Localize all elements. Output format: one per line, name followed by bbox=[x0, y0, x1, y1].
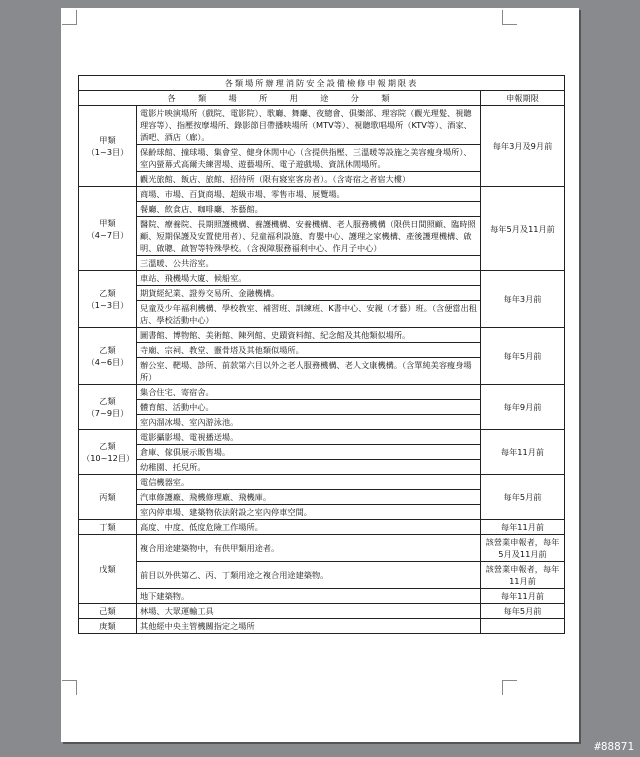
crop-mark-bottom-right bbox=[502, 680, 517, 695]
image-id-tag: #88871 bbox=[594, 740, 634, 753]
period-cell: 每年9月前 bbox=[481, 385, 565, 430]
usage-cell: 車站、飛機場大廈、候船室。 bbox=[137, 271, 481, 286]
usage-cell: 室內溜冰場、室內游泳池。 bbox=[137, 415, 481, 430]
period-cell: 每年11月前 bbox=[481, 430, 565, 475]
usage-cell: 地下建築物。 bbox=[137, 589, 481, 604]
period-cell bbox=[481, 619, 565, 634]
usage-cell: 商場、市場、百貨商場、超級市場、零售市場、展覽場。 bbox=[137, 187, 481, 202]
period-cell: 每年5月前 bbox=[481, 475, 565, 520]
table-row bbox=[79, 589, 565, 604]
usage-cell: 電信機器室。 bbox=[137, 475, 481, 490]
table-title: 各類場所辦理消防安全設備檢修申報期限表 bbox=[79, 76, 565, 91]
period-cell: 該營業申報者，每年11月前 bbox=[481, 562, 565, 589]
category-cell: 庚類 bbox=[79, 619, 137, 634]
usage-cell: 電影攝影場、電視播送場。 bbox=[137, 430, 481, 445]
table-header-row bbox=[79, 91, 565, 106]
table-row bbox=[79, 520, 565, 535]
usage-cell: 觀光旅館、飯店、旅館、招待所（限有寢室客房者）。（含寄宿之者宿大樓） bbox=[137, 172, 481, 187]
period-cell: 每年3月及9月前 bbox=[481, 106, 565, 187]
table-row bbox=[79, 271, 565, 286]
period-cell: 每年5月及11月前 bbox=[481, 187, 565, 271]
usage-cell: 林場、大眾運輸工具 bbox=[137, 604, 481, 619]
usage-cell: 幼稚園、托兒所。 bbox=[137, 460, 481, 475]
table-row bbox=[79, 430, 565, 445]
table-row bbox=[79, 619, 565, 634]
period-cell: 該營業申報者，每年5月及11月前 bbox=[481, 535, 565, 562]
crop-mark-top-right bbox=[502, 10, 517, 25]
usage-cell: 室內停車場、建築物依法附設之室內停車空間。 bbox=[137, 505, 481, 520]
category-cell: 丙類 bbox=[79, 475, 137, 520]
usage-cell: 前目以外供第乙、丙、丁類用途之複合用途建築物。 bbox=[137, 562, 481, 589]
usage-cell: 圖書館、博物館、美術館、陳列館、史蹟資料館、紀念館及其他類似場所。 bbox=[137, 328, 481, 343]
usage-cell: 集合住宅、寄宿舍。 bbox=[137, 385, 481, 400]
category-cell: 丁類 bbox=[79, 520, 137, 535]
usage-cell: 辦公室、靶場、診所、前款第六目以外之老人服務機構、老人文康機構。（含單純美容瘦身場所） bbox=[137, 358, 481, 385]
usage-cell: 餐廳、飲食店、咖啡廳、茶藝館。 bbox=[137, 202, 481, 217]
usage-cell: 醫院、療養院、長期照護機構、養護機構、安養機構、老人服務機構（限供日間照顧、臨時照顧、短期保護及安置使用者）、兒童福利設施、育嬰中心、護理之家機構、產後護理機構、啟明、啟聰、啟智等特殊學校。（含視障服務福利中心、作月子中心） bbox=[137, 217, 481, 256]
header-category: 各 類 場 所 用 途 分 類 bbox=[79, 91, 481, 106]
table-row bbox=[79, 475, 565, 490]
usage-cell: 複合用途建築物中，有供甲類用途者。 bbox=[137, 535, 481, 562]
category-cell: 乙類 （10~12目） bbox=[79, 430, 137, 475]
usage-cell: 寺廟、宗祠、教堂、靈骨塔及其他類似場所。 bbox=[137, 343, 481, 358]
usage-cell: 三溫暖、公共浴室。 bbox=[137, 256, 481, 271]
category-cell: 戊類 bbox=[79, 535, 137, 604]
table-row bbox=[79, 106, 565, 145]
header-period: 申報期限 bbox=[481, 91, 565, 106]
table-title-row bbox=[79, 76, 565, 91]
usage-cell: 倉庫、傢俱展示販售場。 bbox=[137, 445, 481, 460]
table-row bbox=[79, 328, 565, 343]
table-row bbox=[79, 562, 565, 589]
period-cell: 每年11月前 bbox=[481, 589, 565, 604]
category-cell: 乙類 （7~9目） bbox=[79, 385, 137, 430]
period-cell: 每年3月前 bbox=[481, 271, 565, 328]
category-cell: 甲類 （4~7目） bbox=[79, 187, 137, 271]
table-row bbox=[79, 385, 565, 400]
crop-mark-bottom-left bbox=[62, 680, 77, 695]
crop-mark-top-left bbox=[62, 10, 77, 25]
category-cell: 乙類 （4~6目） bbox=[79, 328, 137, 385]
table-row bbox=[79, 535, 565, 562]
usage-cell: 高度、中度、低度危險工作場所。 bbox=[137, 520, 481, 535]
category-cell: 乙類 （1~3目） bbox=[79, 271, 137, 328]
category-cell: 己類 bbox=[79, 604, 137, 619]
usage-cell: 汽車修護廠、飛機修理廠、飛機庫。 bbox=[137, 490, 481, 505]
usage-cell: 體育館、活動中心。 bbox=[137, 400, 481, 415]
inspection-period-table bbox=[78, 75, 565, 634]
period-cell: 每年5月前 bbox=[481, 328, 565, 385]
usage-cell: 保齡球館、撞球場、集會堂、健身休閒中心（含提供指壓、三溫暖等設施之美容瘦身場所）、室內螢幕式高爾夫練習場、遊藝場所、電子遊戲場、資訊休閒場所。 bbox=[137, 145, 481, 172]
table-row bbox=[79, 604, 565, 619]
period-cell: 每年11月前 bbox=[481, 520, 565, 535]
period-cell: 每年5月前 bbox=[481, 604, 565, 619]
usage-cell: 其他經中央主管機關指定之場所 bbox=[137, 619, 481, 634]
usage-cell: 期貨經紀業、證券交易所、金融機構。 bbox=[137, 286, 481, 301]
table-row bbox=[79, 187, 565, 202]
usage-cell: 兒童及少年福利機構、學校教室、補習班、訓練班、K書中心、安親（才藝）班。（含便當出租店、學校活動中心） bbox=[137, 301, 481, 328]
category-cell: 甲類 （1~3目） bbox=[79, 106, 137, 187]
usage-cell: 電影片映演場所（戲院、電影院）、歌廳、舞廳、夜總會、俱樂部、理容院（觀光理髮、視聽理容等）、指壓按摩場所、錄影節目帶播映場所（MTV等）、視聽歌唱場所（KTV等）、酒家、酒吧、酒店（廊）。 bbox=[137, 106, 481, 145]
